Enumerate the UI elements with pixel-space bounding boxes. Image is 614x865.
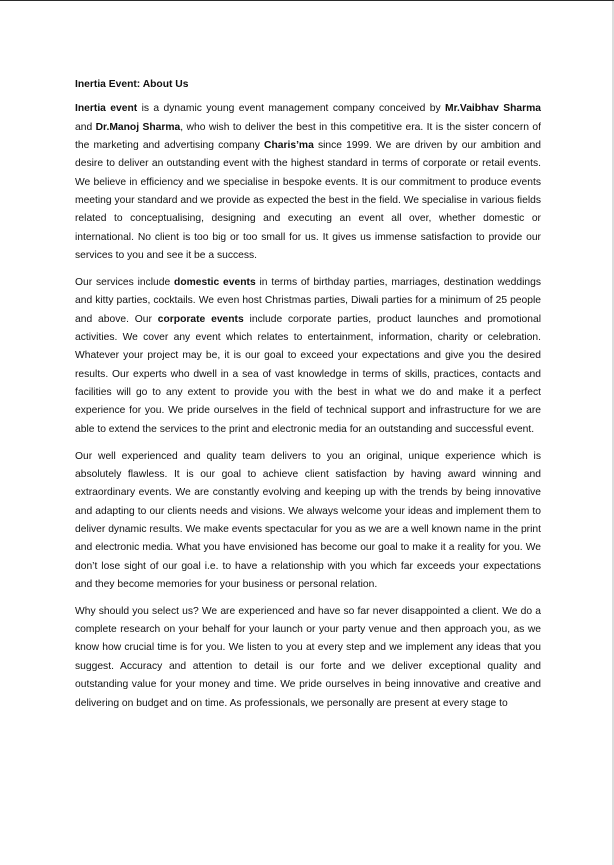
text-span: in terms of birthday parties, marriages, destination weddings and kitty parties, cocktails. We even host Christmas parties, Diwali parties for a minimum of 25 people and above. Our xyxy=(75,276,541,325)
text-span: Our services include xyxy=(75,276,175,288)
text-span: include corporate parties, product launches and promotional activities. We cover any event which relates to entertainment, information, charity or celebration. Whatever your project may be, it is our goal to exceed your expectations and give you the desired results. Our experts who dwell in a sea of vast knowledge in terms of skills, practices, contacts and facilities will go to any extent to provide you with the best in what we do and make it a perfect experience for you. We pride ourselves in the field of technical support and infrastructure for we are able to extend the services to the print and electronic media for an outstanding and successful event. xyxy=(75,313,541,435)
bold-text: domestic events xyxy=(174,276,256,288)
text-span: since 1999. We are driven by our ambition and desire to deliver an outstanding event with the highest standard in terms of corporate or retail events. We believe in efficiency and we specialise in bespoke events. It is our commitment to produce events meeting your standard and we provide as expected the best in the field. We specialise in various fields related to conceptualising, designing and executing an event all over, whether domestic or international. No client is too big or too small for us. It gives us immense satisfaction to provide our services to you and see it be a success. xyxy=(75,140,541,262)
bold-text: Dr.Manoj Sharma xyxy=(95,121,181,133)
text-span: Our well experienced and quality team delivers to you an original, unique experience which is absolutely flawless. It is our goal to achieve client satisfaction by having award winning and extraordinary events. We are constantly evolving and keeping up with the trends by being innovative and adapting to our clients needs and visions. We always welcome your ideas and implement them to deliver dynamic results. We make events spectacular for you as we are a well known name in the print and electronic media. What you have envisioned has become our goal to make it a reality for you. We don’t lose sight of our goal i.e. to have a relationship with you which far exceeds your expectations and they become memories for your business or personal relation. xyxy=(75,450,541,590)
bold-text: Inertia event xyxy=(75,103,138,115)
bold-text: Charis’ma xyxy=(264,140,314,152)
text-span: is a dynamic young event management company conceived by xyxy=(137,103,446,115)
bold-text: Mr.Vaibhav Sharma xyxy=(445,103,541,115)
paragraph-team xyxy=(75,448,541,595)
paragraph-why-select-us xyxy=(75,603,541,713)
paragraph-intro xyxy=(75,100,541,265)
text-span: and xyxy=(75,121,96,133)
text-span: , who wish to deliver the best in this competitive era. It is the sister concern of the marketing and advertising company xyxy=(75,121,541,152)
document-page xyxy=(75,76,541,721)
paragraph-services xyxy=(75,274,541,439)
bold-text: corporate events xyxy=(157,313,244,325)
text-span: Why should you select us? We are experienced and have so far never disappointed a client. We do a complete research on your behalf for your launch or your party venue and then approach you, as we know how crucial time is for you. We listen to you at every step and we implement any ideas that you suggest. Accuracy and attention to detail is our forte and we deliver exceptional quality and outstanding value for your money and time. We pride ourselves in being innovative and creative and delivering on budget and on time. As professionals, we personally are present at every stage to xyxy=(75,605,541,709)
document-title: Inertia Event: About Us xyxy=(75,79,189,90)
